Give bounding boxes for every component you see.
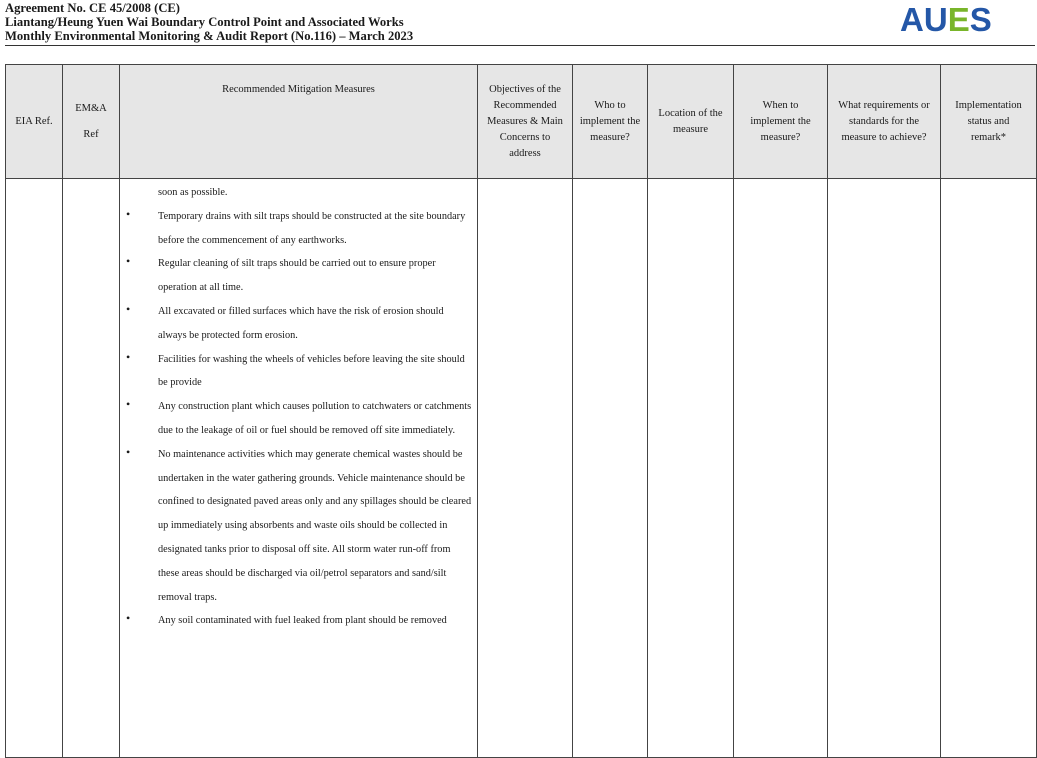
mitigation-measures-table xyxy=(5,64,1037,758)
col-recommended-measures: Recommended Mitigation Measures xyxy=(120,65,478,179)
project-title: Liantang/Heung Yuen Wai Boundary Control Point and Associated Works xyxy=(5,15,404,29)
col-when xyxy=(734,65,828,179)
bullet-marker: • xyxy=(126,206,131,221)
col-location xyxy=(648,65,734,179)
col-when-label: When to implement the measure? xyxy=(750,99,811,143)
col-ema-ref xyxy=(63,65,120,179)
bullet-marker: • xyxy=(126,611,131,626)
measure-text: soon as possible. xyxy=(158,187,228,198)
logo-letter-a: A xyxy=(900,1,924,38)
list-item xyxy=(120,205,473,253)
list-item xyxy=(120,609,473,633)
cell-implementation-status xyxy=(941,179,1037,758)
measure-text: All excavated or filled surfaces which have the risk of erosion should always be protected form erosion. xyxy=(158,305,444,341)
measure-text: Temporary drains with silt traps should be constructed at the site boundary before the commencement of any earthworks. xyxy=(158,210,466,246)
col-who xyxy=(573,65,648,179)
measure-text: Facilities for washing the wheels of vehicles before leaving the site should be provide xyxy=(158,353,465,389)
bullet-marker: • xyxy=(126,444,131,459)
logo-letter-s: S xyxy=(969,1,992,38)
list-item xyxy=(120,252,473,300)
logo-letter-e: E xyxy=(947,1,970,38)
bullet-marker: • xyxy=(126,397,131,412)
header-divider xyxy=(5,45,1035,46)
bullet-marker: • xyxy=(126,301,131,316)
cell-objectives xyxy=(478,179,573,758)
list-item xyxy=(120,443,473,610)
measure-text: Regular cleaning of silt traps should be carried out to ensure proper operation at all time. xyxy=(158,258,436,294)
cell-eia-ref xyxy=(6,179,63,758)
cell-location xyxy=(648,179,734,758)
col-ema-ref-label: EM&A Ref xyxy=(75,102,107,140)
col-objectives xyxy=(478,65,573,179)
cell-who xyxy=(573,179,648,758)
aues-logo xyxy=(900,2,992,38)
measure-text: No maintenance activities which may generate chemical wastes should be undertaken in the water gathering grounds. Vehicle maintenance should be confined to designated paved areas only and any spillages should be cleared up immediately using absorbents and waste oils should be collected in designated tanks prior to disposal off site. All storm water run-off from these areas should be discharged via oil/petrol separators and sand/silt removal traps. xyxy=(158,448,472,603)
col-implementation-status-label: Implementation status and remark* xyxy=(955,99,1022,143)
measure-text: Any construction plant which causes pollution to catchwaters or catchments due to the leakage of oil or fuel should be removed off site immediately. xyxy=(158,401,472,436)
measure-text: Any soil contaminated with fuel leaked from plant should be removed xyxy=(158,615,447,627)
cell-measures xyxy=(120,179,478,758)
col-eia-ref: EIA Ref. xyxy=(6,65,63,179)
col-location-label: Location of the measure xyxy=(658,107,723,135)
col-implementation-status xyxy=(941,65,1037,179)
col-requirements xyxy=(828,65,941,179)
cell-ema-ref xyxy=(63,179,120,758)
bullet-marker: • xyxy=(126,254,131,269)
report-title: Monthly Environmental Monitoring & Audit Report (No.116) – March 2023 xyxy=(5,29,414,43)
col-objectives-label: Objectives of the Recommended Measures & Main Concerns to address xyxy=(487,83,563,159)
list-item xyxy=(120,300,473,348)
col-requirements-label: What requirements or standards for the measure to achieve? xyxy=(838,99,930,143)
report-header xyxy=(5,1,413,43)
measures-list xyxy=(120,179,477,633)
list-item xyxy=(120,395,473,443)
logo-letter-u: U xyxy=(923,1,948,38)
agreement-number: Agreement No. CE 45/2008 (CE) xyxy=(5,1,181,15)
table-header-row xyxy=(6,65,1037,179)
bullet-marker: • xyxy=(126,349,131,364)
cell-when xyxy=(734,179,828,758)
list-item xyxy=(120,181,473,205)
cell-requirements xyxy=(828,179,941,758)
list-item xyxy=(120,348,473,396)
table-row xyxy=(6,179,1037,758)
col-who-label: Who to implement the measure? xyxy=(579,99,641,143)
